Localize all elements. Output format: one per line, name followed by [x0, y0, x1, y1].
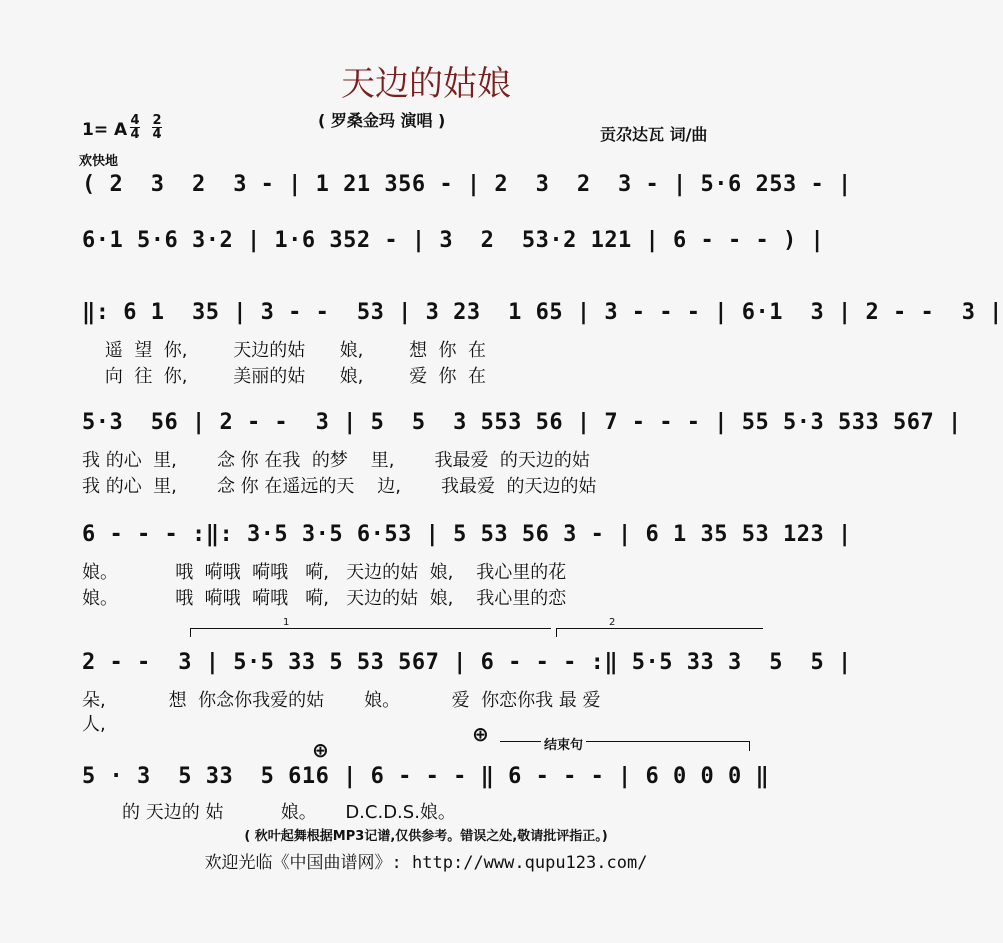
- tempo-marking: 欢快地: [79, 154, 119, 169]
- time-signature-4-4: 4 4: [130, 113, 140, 142]
- notation-line: 6·1 5·6 3·2 | 1·6 352 - | 3 2 53·2 121 | 6 - - - ) |: [82, 228, 825, 253]
- notation-line: 2 - - 3 | 5·5 33 5 53 567 | 6 - - - :‖ 5·5 33 3 5 5 |: [82, 650, 852, 675]
- notation-line: ( 2 3 2 3 - | 1 21 356 - | 2 3 2 3 - | 5·6 253 - |: [82, 172, 852, 197]
- lyric-verse-2: 向 往 你, 美丽的姑 娘, 爱 你 在: [82, 366, 486, 387]
- notation-line: 5 · 3 5 33 5 616 | 6 - - - ‖ 6 - - - | 6 0 0 0 ‖: [82, 764, 770, 789]
- lyric-verse-1: 娘。 哦 嗬哦 嗬哦 嗬, 天边的姑 娘, 我心里的花: [82, 562, 567, 583]
- lyric-verse-2: 我 的心 里, 念 你 在遥远的天 边, 我最爱 的天边的姑: [82, 476, 597, 497]
- lyric-verse-2: 娘。 哦 嗬哦 嗬哦 嗬, 天边的姑 娘, 我心里的恋: [82, 588, 567, 609]
- lyric-verse-1: 朵, 想 你念你我爱的姑 娘。 爱 你恋你我 最 爱: [82, 690, 601, 711]
- song-title: 天边的姑娘: [341, 64, 511, 104]
- lyric-verse-1: 的 天边的 姑 娘。 D.C.D.S.娘。: [82, 802, 456, 823]
- ending-label: 结束句: [541, 734, 586, 753]
- volta-bracket-2: 2: [556, 628, 763, 637]
- lyric-verse-1: 遥 望 你, 天边的姑 娘, 想 你 在: [82, 340, 486, 361]
- lyric-verse-2: 人,: [82, 714, 106, 735]
- coda-icon: ⊕: [472, 722, 489, 746]
- key-signature: 1= A: [82, 120, 128, 140]
- website-footer: 欢迎光临《中国曲谱网》: http://www.qupu123.com/: [204, 853, 648, 873]
- score-row-7: [82, 764, 772, 824]
- score-row-6: [82, 650, 852, 735]
- time-signature-2-4: 2 4: [152, 113, 162, 142]
- composer-credit: 贡尕达瓦 词/曲: [600, 125, 708, 144]
- lyric-verse-1: 我 的心 里, 念 你 在我 的梦 里, 我最爱 的天边的姑: [82, 450, 590, 471]
- performer-subtitle: ( 罗桑金玛 演唱 ): [318, 111, 446, 130]
- score-row-1: [82, 172, 852, 212]
- transcription-notice: ( 秋叶起舞根据MP3记谱,仅供参考。错误之处,敬请批评指正。): [244, 829, 608, 844]
- ending-bracket: [500, 741, 750, 742]
- notation-line: 5·3 56 | 2 - - 3 | 5 5 3 553 56 | 7 - - - | 55 5·3 533 567 |: [82, 410, 962, 435]
- coda-icon: ⊕: [312, 738, 329, 762]
- notation-line: 6 - - - :‖: 3·5 3·5 6·53 | 5 53 56 3 - | 6 1 35 53 123 |: [82, 522, 852, 547]
- score-row-3: [82, 300, 1003, 390]
- score-row-2: [82, 228, 825, 268]
- volta-bracket-1: 1: [190, 628, 551, 637]
- score-row-5: [82, 522, 852, 612]
- score-row-4: [82, 410, 962, 500]
- notation-line: ‖: 6 1 35 | 3 - - 53 | 3 23 1 65 | 3 - - - | 6·1 3 | 2 - - 3 |: [82, 300, 1003, 325]
